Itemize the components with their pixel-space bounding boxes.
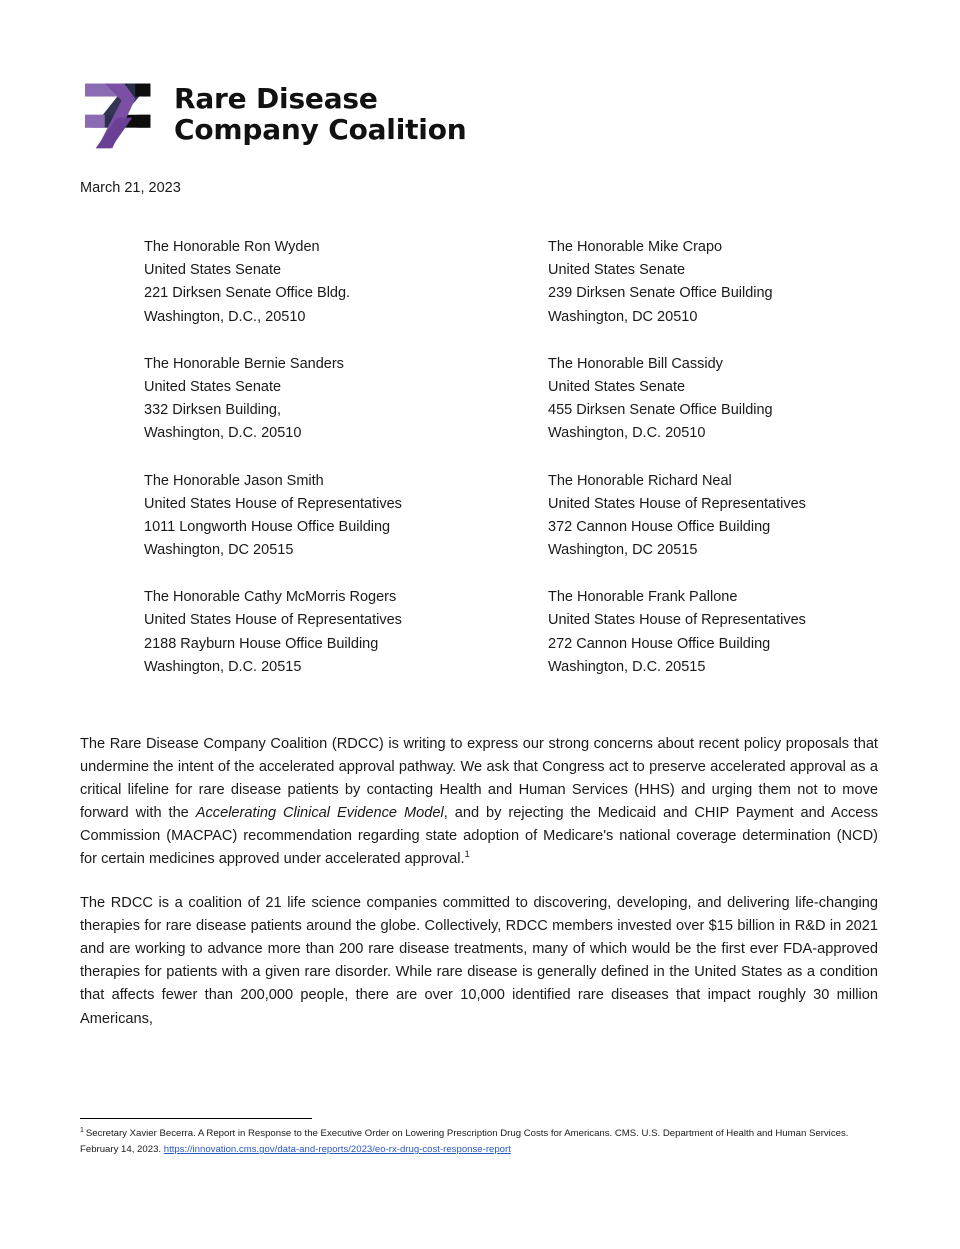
recipient-name: The Honorable Bill Cassidy (548, 355, 723, 372)
recipient-body: United States House of Representatives (548, 612, 806, 629)
recipient-body: United States House of Representatives (548, 495, 806, 512)
recipient-body: United States House of Representatives (144, 495, 402, 512)
recipient-name: The Honorable Jason Smith (144, 472, 324, 489)
recipient-street: 372 Cannon House Office Building (548, 518, 771, 535)
recipient-body: United States House of Representatives (144, 612, 402, 629)
recipient-city: Washington, D.C. 20515 (144, 658, 302, 675)
recipient-address-block (144, 353, 548, 446)
recipient-street: 272 Cannon House Office Building (548, 635, 771, 652)
recipient-body: United States Senate (144, 262, 282, 279)
recipient-city: Washington, DC 20515 (548, 542, 698, 559)
recipient-row (144, 353, 904, 446)
recipient-street: 221 Dirksen Senate Office Bldg. (144, 285, 351, 302)
recipient-body: United States Senate (548, 378, 686, 395)
footnote-separator-rule (80, 1118, 312, 1119)
recipient-city: Washington, D.C. 20510 (144, 425, 302, 442)
recipient-name: The Honorable Richard Neal (548, 472, 732, 489)
recipient-address-block (548, 470, 952, 563)
recipient-street: 2188 Rayburn House Office Building (144, 635, 379, 652)
recipient-address-block (548, 236, 952, 329)
recipient-address-block (548, 586, 952, 679)
footnote-reference-marker: 1 (464, 849, 470, 861)
recipient-name: The Honorable Frank Pallone (548, 589, 738, 606)
recipient-street: 455 Dirksen Senate Office Building (548, 402, 773, 419)
recipient-name: The Honorable Ron Wyden (144, 239, 320, 255)
recipient-street: 332 Dirksen Building, (144, 402, 282, 419)
recipient-city: Washington, D.C. 20510 (548, 425, 706, 442)
footnote-citation-text: Secretary Xavier Becerra. A Report in Response to the Executive Order on Lowering Prescription Drug Costs for Americans. CMS. U.S. Department of Health and Human Services. February 14, 2023. (80, 1128, 849, 1156)
body-paragraph-1 (80, 733, 878, 871)
rdcc-logo-icon (82, 76, 158, 152)
footnote-entry (80, 1126, 878, 1158)
recipient-city: Washington, D.C. 20515 (548, 658, 706, 675)
recipient-street: 1011 Longworth House Office Building (144, 518, 391, 535)
recipient-name: The Honorable Bernie Sanders (144, 355, 344, 372)
letter-date: March 21, 2023 (80, 180, 181, 196)
recipient-body: United States Senate (144, 378, 282, 395)
recipient-list (144, 236, 904, 679)
wordmark-line-2: Company Coalition (174, 113, 467, 146)
recipient-address-block (548, 353, 952, 446)
paragraph-1-part-1: The Rare Disease Company Coalition (RDCC) is writing to express our strong concerns about recent policy proposals that undermine the intent of the accelerated approval pathway. We ask that Congress act to preserve accelerated approval as a critical lifeline for rare disease patients by contacting Health and Human Services (HHS) and urging them not to move forward with the (80, 736, 878, 822)
wordmark-line-1: Rare Disease (174, 81, 378, 115)
recipient-city: Washington, D.C., 20510 (144, 308, 306, 325)
recipient-address-block (144, 236, 548, 329)
recipient-body: United States Senate (548, 262, 686, 279)
recipient-street: 239 Dirksen Senate Office Building (548, 285, 773, 302)
recipient-address-block (144, 586, 548, 679)
recipient-address-block (144, 470, 548, 563)
recipient-row (144, 586, 904, 679)
footnote-url-link[interactable]: https://innovation.cms.gov/data-and-reports/2023/eo-rx-drug-cost-response-report (163, 1144, 511, 1156)
recipient-name: The Honorable Cathy McMorris Rogers (144, 589, 397, 606)
recipient-city: Washington, DC 20510 (548, 308, 698, 325)
letterhead (82, 76, 466, 152)
footnote-area (80, 1118, 878, 1158)
body-paragraph-2: The RDCC is a coalition of 21 life science companies committed to discovering, developing, and delivering life-changing therapies for rare disease patients around the globe. Collectively, RDCC members invested over $15 billion in R&D in 2021 and are working to advance more than 200 rare disease treatments, many of which would be the first ever FDA-approved therapies for patients with a given rare disorder. While rare disease is generally defined in the United States as a condition that affects fewer than 200,000 people, there are over 10,000 identified rare diseases that impact roughly 30 million Americans, (80, 895, 878, 1027)
recipient-row (144, 470, 904, 563)
recipient-name: The Honorable Mike Crapo (548, 239, 723, 255)
letter-body (80, 733, 878, 1031)
recipient-row (144, 236, 904, 329)
recipient-city: Washington, DC 20515 (144, 542, 294, 559)
wordmark (174, 83, 466, 146)
paragraph-1-part-2: , and by rejecting the Medicaid and CHIP Payment and Access Commission (MACPAC) recommendation regarding state adoption of Medicare's national coverage determination (NCD) for certain medicines approved under accelerated approval. (80, 805, 878, 868)
footnote-number: 1 (80, 1126, 84, 1134)
paragraph-1-italic-title: Accelerating Clinical Evidence Model (195, 805, 444, 822)
